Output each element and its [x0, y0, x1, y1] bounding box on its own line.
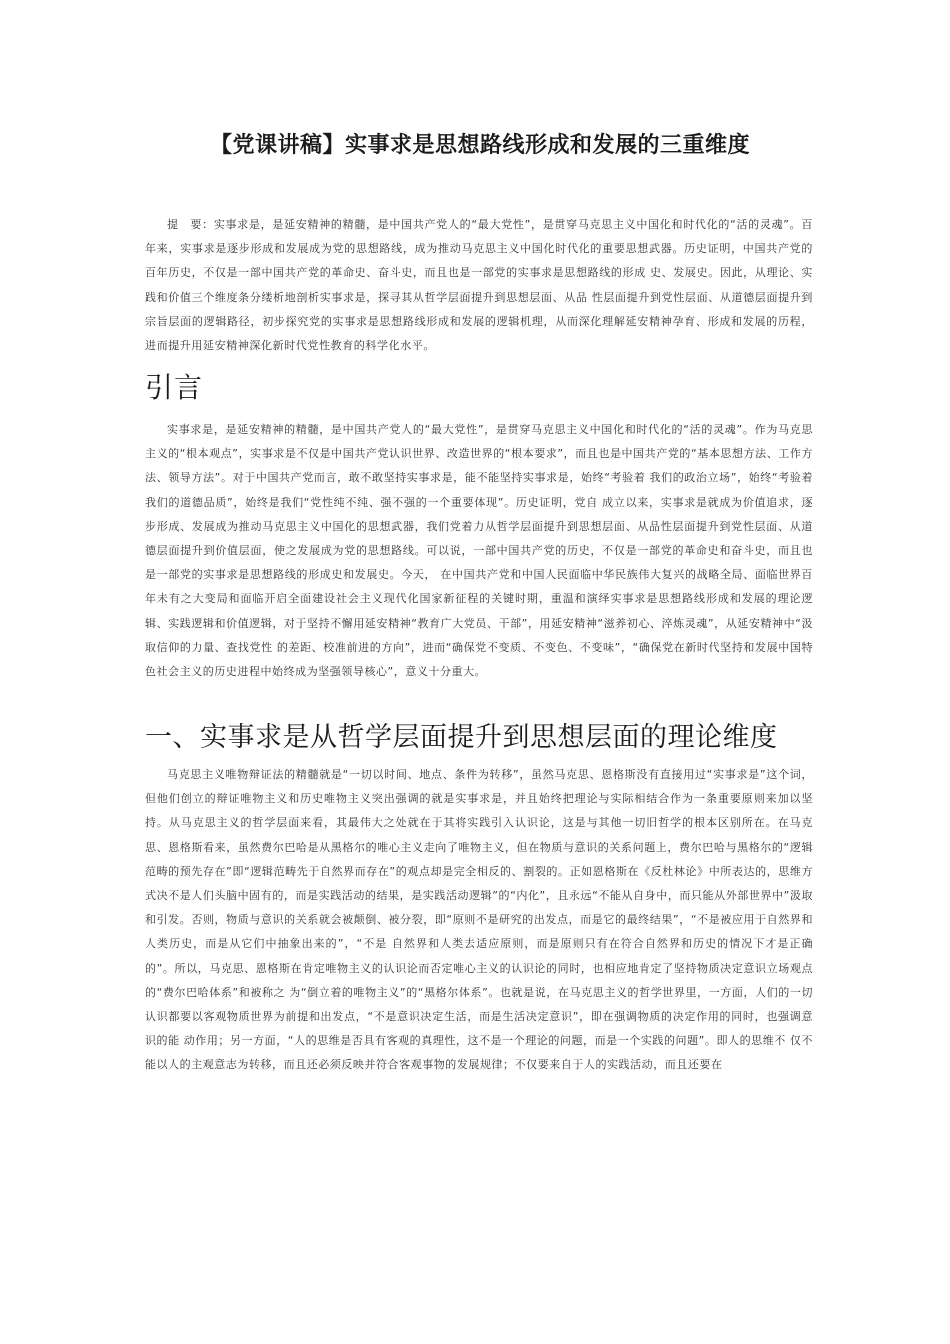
section-1-paragraph: 马克思主义唯物辩证法的精髓就是“一切以时间、地点、条件为转移”，虽然马克思、恩格斯没有直接用过“实事求是”这个词，但他们创立的辩证唯物主义和历史唯物主义突出强调的就是实事求是，并且始终把理论与实际相结合作为一条重要原则来加以坚持。从马克思主义的哲学层面来看，其最伟大之处就在于其将实践引入认识论，这是与其他一切旧哲学的根本区别所在。在马克思、恩格斯看来，虽然费尔巴哈是从黑格尔的唯心主义走向了唯物主义，但在物质与意识的关系问题上，费尔巴哈与黑格尔的“逻辑范畴的预先存在”即“逻辑范畴先于自然界而存在”的观点却是完全相反的、割裂的。正如恩格斯在《反杜林论》中所表达的，思维方式决不是人们头脑中固有的，而是实践活动的结果，是实践活动逻辑”的“内化”，且永远“不能从自身中，而只能从外部世界中”汲取和引发。否则，物质与意识的关系就会被颠倒、被分裂，即“原则不是研究的出发点，而是它的最终结果”，“不是被应用于自然界和人类历史，而是从它们中抽象出来的”，“不是 自然界和人类去适应原则，而是原则只有在符合自然界和历史的情况下才是正确的”。所以，马克思、恩格斯在肯定唯物主义的认识论而否定唯心主义的认识论的同时，也相应地肯定了坚持物质决定意识立场观点的“费尔巴哈体系”和被称之 为“倒立着的唯物主义”的“黑格尔体系”。也就是说，在马克思主义的哲学世界里，一方面，人们的一切认识都要以客观物质世界为前提和出发点，“不是意识决定生活，而是生活决定意识”，即在强调物质的决定作用的同时，也强调意识的能 动作用；另一方面，“人的思维是否具有客观的真理性，这不是一个理论的问题，而是一个实践的问题”。即人的思维不 仅不能以人的主观意志为转移，而且还必须反映并符合客观事物的发展规律；不仅要来自于人的实践活动，而且还要在	[145, 768, 813, 1072]
intro-paragraph: 实事求是，是延安精神的精髓，是中国共产党人的“最大党性”，是贯穿马克思主义中国化和时代化的“活的灵魂”。作为马克思主义的“根本观点”，实事求是不仅是中国共产党认识世界、改造世界的“根本要求”，而且也是中国共产党的“基本思想方法、工作方法、领导方法”。对于中国共产党而言，敢不敢坚持实事求是，能不能坚持实事求是，始终“考验着 我们的政治立场”，始终“考验着我们的道德品质”，始终是我们“党性纯不纯、强不强的一个重要体现”。历史证明，党自 成立以来，实事求是就成为价值追求，逐步形成、发展成为推动马克思主义中国化的思想武器，我们党着力从哲学层面提升到思想层面、从品性层面提升到党性层面、从道德层面提升到价值层面，使之发展成为党的思想路线。可以说，一部中国共产党的历史，不仅是一部党的革命史和奋斗史，而且也是一部党的实事求是思想路线的形成史和发展史。今天， 在中国共产党和中国人民面临中华民族伟大复兴的战略全局、面临世界百年未有之大变局和面临开启全面建设社会主义现代化国家新征程的关键时期，重温和演绎实事求是思想路线形成和发展的理论逻辑、实践逻辑和价值逻辑，对于坚持不懈用延安精神“教育广大党员、干部”，用延安精神“滋养初心、淬炼灵魂”，从延安精神中“汲取信仰的力量、查找党性 的差距、校准前进的方向”，进而“确保党不变质、不变色、不变味”，“确保党在新时代坚持和发展中国特色社会主义的历史进程中始终成为坚强领导核心”，意义十分重大。	[145, 423, 813, 679]
section-1-heading: 一、实事求是从哲学层面提升到思想层面的理论维度	[145, 722, 778, 753]
intro-heading: 引言	[145, 371, 204, 404]
document-title: 【党课讲稿】实事求是思想路线形成和发展的三重维度	[209, 133, 750, 158]
abstract-paragraph: 提 要：实事求是，是延安精神的精髓，是中国共产党人的“最大党性”，是贯穿马克思主义中国化和时代化的“活的灵魂”。百年来，实事求是逐步形成和发展成为党的思想路线，成为推动马克思主义中国化时代化的重要思想武器。历史证明，中国共产党的百年历史，不仅是一部中国共产党的革命史、奋斗史，而且也是一部党的实事求是思想路线的形成 史、发展史。因此，从理论、实践和价值三个维度条分缕析地剖析实事求是，探寻其从哲学层面提升到思想层面、从品 性层面提升到党性层面、从道德层面提升到宗旨层面的逻辑路径，初步探究党的实事求是思想路线形成和发展的逻辑机理，从而深化理解延安精神孕育、形成和发展的历程，进而提升用延安精神深化新时代党性教育的科学化水平。	[145, 218, 813, 353]
